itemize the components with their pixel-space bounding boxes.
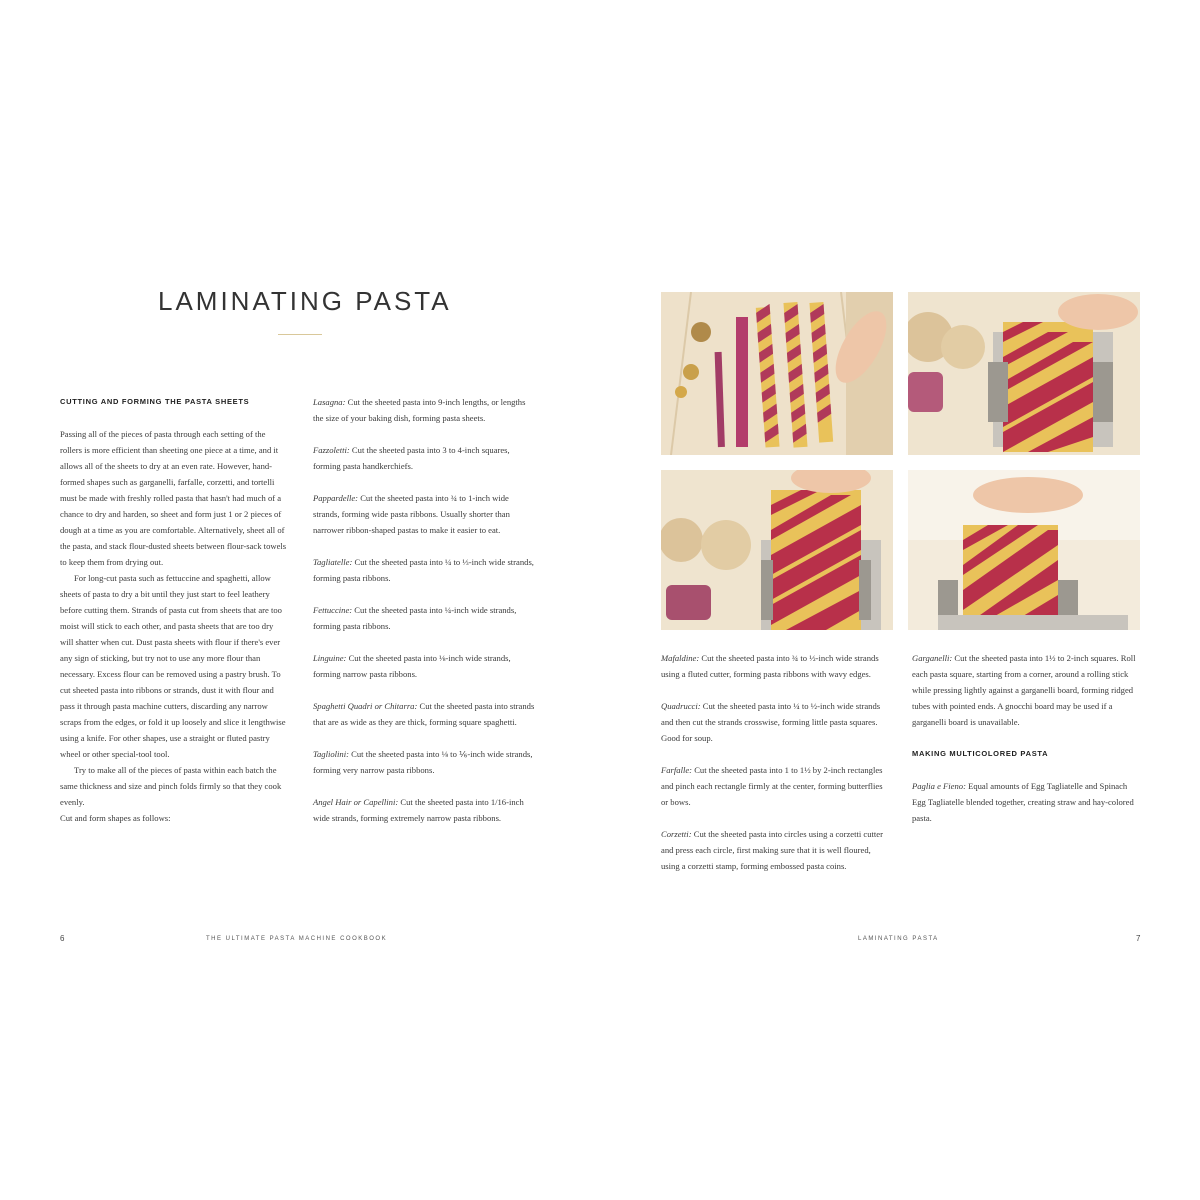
lifting-pasta-sheet-image <box>908 470 1140 630</box>
shape-name: Angel Hair or Capellini: <box>313 797 399 807</box>
section-heading: MAKING MULTICOLORED PASTA <box>912 749 1049 758</box>
right-page <box>600 0 1200 1200</box>
shape-name: Spaghetti Quadri or Chitarra: <box>313 701 418 711</box>
photo-machine-feed <box>908 292 1140 455</box>
shape-name: Mafaldine: <box>661 653 700 663</box>
right-column-2 <box>912 650 1140 842</box>
right-column-1 <box>661 650 891 890</box>
shape-text: Cut the sheeted pasta into ⅛-inch wide strands, forming narrow pasta ribbons. <box>313 653 511 679</box>
shape-entry <box>313 794 535 826</box>
running-footer: LAMINATING PASTA <box>858 936 939 942</box>
shape-entry <box>661 698 891 746</box>
photo-lifting-sheet <box>908 470 1140 630</box>
page-title: LAMINATING PASTA <box>158 286 452 316</box>
shape-entry <box>912 778 1140 826</box>
shape-text: Cut the sheeted pasta into ¾ to ½-inch wide strands using a fluted cutter, forming pasta ribbons with wavy edges. <box>661 653 879 679</box>
paragraph: For long-cut pasta such as fettuccine and spaghetti, allow sheets of pasta to dry a bit until they just start to feel leathery before cutting them. Strands of pasta cut from sheets that are too moist will stick to each other, and pasta sheets that are too dry will shatter when cut. Dust pasta sheets with flour if there's ever any sign of sticking, but try not to use any more flour than necessary. Excess flour can be removed using a pastry brush. To cut sheeted pasta into ribbons or strands, dust it with flour and pass it through pasta machine cutters, discarding any narrow scraps from the edges, or fold it up loosely and slice it lengthwise using a knife. For other shapes, use a straight or fluted pastry wheel or other special-tool tool. <box>60 573 286 759</box>
left-column-1 <box>60 394 288 826</box>
shape-entry <box>313 442 535 474</box>
photo-cut-strips <box>661 292 893 455</box>
shape-entry <box>313 650 535 682</box>
shape-entry <box>313 490 535 538</box>
shape-entry <box>661 762 891 810</box>
shape-text: Cut the sheeted pasta into ¾ to 1-inch wide strands, forming wide pasta ribbons. Usually shorter than narrower ribbon-shaped pastas to make it easier to eat. <box>313 493 510 535</box>
photo-rollers <box>661 470 893 630</box>
shape-entry <box>313 554 535 586</box>
shape-text: Equal amounts of Egg Tagliatelle and Spinach Egg Tagliatelle blended together, creating straw and hay-colored pasta. <box>912 781 1134 823</box>
shape-text: Cut the sheeted pasta into 1/16-inch wide strands, forming extremely narrow pasta ribbons. <box>313 797 524 823</box>
shape-text: Cut the sheeted pasta into 9-inch lengths, or lengths the size of your baking dish, forming pasta sheets. <box>313 397 526 423</box>
shape-text: Cut the sheeted pasta into strands that are as wide as they are thick, forming square spaghetti. <box>313 701 535 727</box>
page-number: 6 <box>60 934 65 943</box>
shape-name: Tagliatelle: <box>313 557 353 567</box>
shape-entry <box>313 746 535 778</box>
shape-text: Cut the sheeted pasta into circles using a corzetti cutter and press each circle, first making sure that it is well floured, using a corzetti stamp, forming embossed pasta coins. <box>661 829 883 871</box>
shape-text: Cut the sheeted pasta into 3 to 4-inch squares, forming pasta handkerchiefs. <box>313 445 510 471</box>
shape-name: Tagliolini: <box>313 749 349 759</box>
shape-text: Cut the sheeted pasta into 1½ to 2-inch squares. Roll each pasta square, starting from a corner, around a rolling stick while pressing lightly against a garganelli board, forming ridged tubes with pointed ends. A gnocchi board may be used if a garganelli board is unavailable. <box>912 653 1136 727</box>
shape-name: Fazzoletti: <box>313 445 350 455</box>
shape-name: Quadrucci: <box>661 701 701 711</box>
page-number: 7 <box>1136 934 1141 943</box>
shape-name: Fettuccine: <box>313 605 353 615</box>
shape-entry <box>313 394 535 426</box>
shape-name: Corzetti: <box>661 829 692 839</box>
shape-text: Cut the sheeted pasta into 1 to 1½ by 2-inch rectangles and pinch each rectangle firmly at the center, forming butterflies or bows. <box>661 765 883 807</box>
shape-name: Linguine: <box>313 653 347 663</box>
running-footer: THE ULTIMATE PASTA MACHINE COOKBOOK <box>206 936 388 942</box>
shape-entry <box>661 826 891 874</box>
shape-text: Cut the sheeted pasta into ¼-inch wide strands, forming pasta ribbons. <box>313 605 517 631</box>
left-column-2 <box>313 394 535 842</box>
striped-pasta-rollers-image <box>661 470 893 630</box>
pasta-machine-image <box>908 292 1140 455</box>
shape-name: Lasagna: <box>313 397 346 407</box>
section-heading: CUTTING AND FORMING THE PASTA SHEETS <box>60 397 250 406</box>
shape-text: Cut the sheeted pasta into ⅛ to ⅙-inch wide strands, forming very narrow pasta ribbons. <box>313 749 533 775</box>
shape-name: Pappardelle: <box>313 493 359 503</box>
shape-entry <box>313 602 535 634</box>
shape-entry <box>661 650 891 682</box>
paragraph: Cut and form shapes as follows: <box>60 813 171 823</box>
shape-entry <box>912 650 1140 730</box>
paragraph: Try to make all of the pieces of pasta within each batch the same thickness and size and pinch folds firmly so that they cook evenly. <box>60 765 282 807</box>
paragraph: Passing all of the pieces of pasta through each setting of the rollers is more efficient than sheeting one piece at a time, and it allows all of the sheets to dry at an even rate. However, hand-formed shapes such as garganelli, farfalle, corzetti, and tortelli must be made with freshly rolled pasta that hasn't had much of a chance to dry and harden, so sheet and form just 1 or 2 pieces of dough at a time as you are comfortable. Alternatively, sheet all of the pasta, and stack flour-dusted sheets between flour-sack towels to keep them from drying out. <box>60 429 287 567</box>
shape-text: Cut the sheeted pasta into ¼ to ⅓-inch wide strands, forming pasta ribbons. <box>313 557 534 583</box>
shape-entry <box>313 698 535 730</box>
shape-text: Cut the sheeted pasta into ¼ to ½-inch wide strands and then cut the strands crosswise, forming little pasta squares. Good for soup. <box>661 701 881 743</box>
shape-name: Garganelli: <box>912 653 953 663</box>
pasta-strips-image <box>661 292 893 455</box>
shape-name: Paglia e Fieno: <box>912 781 966 791</box>
shape-name: Farfalle: <box>661 765 693 775</box>
title-divider <box>278 334 322 335</box>
